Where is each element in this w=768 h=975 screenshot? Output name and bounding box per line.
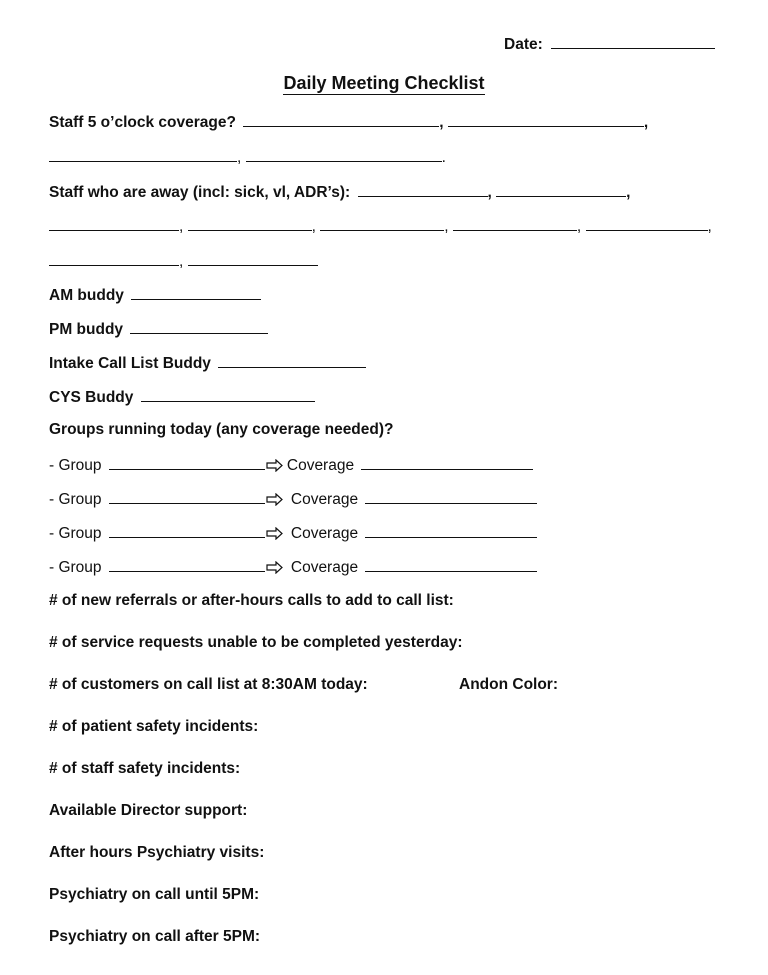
staff-away-field-2[interactable] [496, 181, 626, 197]
patient-safety-question [49, 717, 258, 737]
after-hours-psych-question [49, 843, 264, 863]
director-support-label: Available Director support: [49, 802, 248, 819]
group-label: - Group [49, 559, 102, 576]
coverage-label: Coverage [290, 559, 359, 576]
intake-buddy-label: Intake Call List Buddy [49, 355, 211, 372]
staff-coverage-field-1[interactable] [243, 111, 439, 127]
coverage-label: Coverage [290, 491, 359, 508]
cys-buddy-label: CYS Buddy [49, 389, 134, 406]
groups-heading [49, 420, 394, 440]
intake-buddy-field[interactable] [218, 352, 366, 368]
staff-away-field-5[interactable] [320, 215, 444, 231]
am-buddy-label: AM buddy [49, 287, 124, 304]
coverage-field[interactable] [365, 522, 537, 538]
date-label: Date: [504, 36, 543, 53]
staff-away-field-8[interactable] [49, 250, 179, 266]
am-buddy-row [49, 284, 261, 306]
coverage-field[interactable] [361, 454, 533, 470]
staff-coverage-field-3[interactable] [49, 146, 237, 162]
am-buddy-field[interactable] [131, 284, 261, 300]
page-title-text: Daily Meeting Checklist [283, 73, 485, 93]
group-row [49, 454, 533, 476]
staff-away-field-7[interactable] [586, 215, 708, 231]
director-support-question [49, 801, 247, 821]
staff-coverage-label: Staff 5 o’clock coverage? [49, 114, 236, 131]
cys-buddy-row [49, 386, 315, 408]
staff-coverage-field-4[interactable] [246, 146, 442, 162]
date-field[interactable] [551, 33, 715, 49]
group-field[interactable] [109, 488, 265, 504]
date-line [504, 33, 715, 54]
andon-color-label: Andon Color: [459, 676, 559, 693]
new-referrals-question [49, 591, 454, 611]
group-label: - Group [49, 457, 102, 474]
psych-until-5-question [49, 885, 259, 905]
coverage-label: Coverage [290, 525, 359, 542]
staff-away-row-3: , [49, 250, 318, 272]
arrow-right-icon [266, 459, 283, 472]
andon-color-question [459, 675, 558, 695]
service-requests-label: # of service requests unable to be completed yesterday: [49, 634, 463, 651]
arrow-right-icon [266, 561, 283, 574]
arrow-right-icon [266, 493, 283, 506]
after-hours-psych-label: After hours Psychiatry visits: [49, 844, 265, 861]
intake-buddy-row [49, 352, 366, 374]
group-field[interactable] [109, 522, 265, 538]
staff-away-label: Staff who are away (incl: sick, vl, ADR’s): [49, 184, 351, 201]
staff-coverage-row: Staff 5 o’clock coverage? , , [49, 111, 648, 133]
staff-away-field-6[interactable] [453, 215, 577, 231]
staff-away-row-2: , , , , , [49, 215, 712, 237]
coverage-label: Coverage [286, 457, 355, 474]
service-requests-question [49, 633, 462, 653]
page-title [0, 73, 768, 94]
groups-heading-text: Groups running today (any coverage needed)? [49, 421, 394, 438]
group-row [49, 556, 537, 578]
customers-on-list-question [49, 675, 368, 695]
staff-away-field-3[interactable] [49, 215, 179, 231]
new-referrals-label: # of new referrals or after-hours calls to add to call list: [49, 592, 454, 609]
group-row [49, 522, 537, 544]
staff-safety-question [49, 759, 240, 779]
group-label: - Group [49, 525, 102, 542]
group-label: - Group [49, 491, 102, 508]
staff-away-row: Staff who are away (incl: sick, vl, ADR’s): , , [49, 181, 630, 203]
staff-away-field-1[interactable] [358, 181, 488, 197]
staff-away-field-4[interactable] [188, 215, 312, 231]
pm-buddy-label: PM buddy [49, 321, 124, 338]
coverage-field[interactable] [365, 556, 537, 572]
group-field[interactable] [109, 556, 265, 572]
staff-coverage-row-2: , . [49, 146, 446, 168]
staff-coverage-field-2[interactable] [448, 111, 644, 127]
pm-buddy-row [49, 318, 268, 340]
arrow-right-icon [266, 527, 283, 540]
cys-buddy-field[interactable] [141, 386, 315, 402]
customers-on-list-label: # of customers on call list at 8:30AM today: [49, 676, 368, 693]
patient-safety-label: # of patient safety incidents: [49, 718, 259, 735]
psych-after-5-question [49, 927, 260, 947]
pm-buddy-field[interactable] [130, 318, 268, 334]
coverage-field[interactable] [365, 488, 537, 504]
psych-after-5-label: Psychiatry on call after 5PM: [49, 928, 261, 945]
group-field[interactable] [109, 454, 265, 470]
staff-away-field-9[interactable] [188, 250, 318, 266]
staff-safety-label: # of staff safety incidents: [49, 760, 241, 777]
group-row [49, 488, 537, 510]
psych-until-5-label: Psychiatry on call until 5PM: [49, 886, 260, 903]
